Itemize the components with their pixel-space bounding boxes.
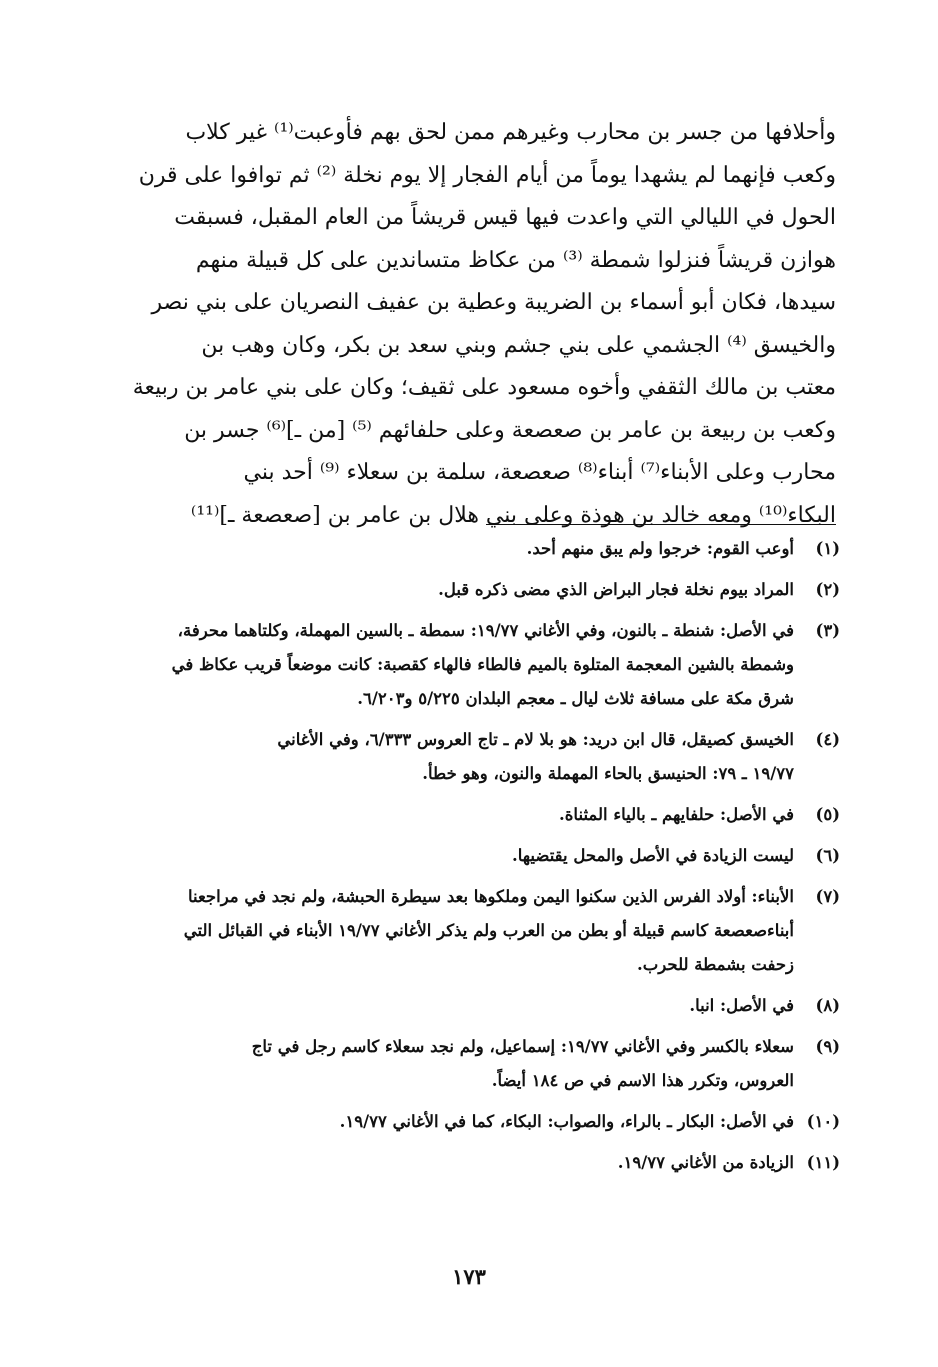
footnote: [128, 880, 840, 982]
main-text-line: سيدها، فكان أبو أسماء بن الضريبة وعطية بن عفيف النصريان على بني نصر: [151, 290, 836, 315]
main-text-line: البكاء⁽¹⁰⁾ ومعه خالد بن هوذة وعلى بني هلال بن عامر بن [صعصعة ـ]⁽¹¹⁾: [190, 502, 836, 528]
footnote-text-line: ليست الزيادة في الأصل والمحل يقتضيها.: [512, 846, 794, 865]
footnote-text-line: شرق مكة على مسافة ثلاث ليال ـ معجم البلدان ٥/٢٢٥ و٦/٢٠٣.: [357, 689, 794, 708]
footnote: [128, 989, 840, 1023]
footnote-text-line: زحفت بشمطة للحرب.: [637, 955, 794, 974]
footnote-number: (٨): [815, 996, 840, 1015]
footnote: [128, 532, 840, 566]
footnote-number: (٦): [815, 846, 840, 865]
footnote-separator: [486, 524, 836, 525]
footnote: [128, 839, 840, 873]
footnotes: [128, 532, 840, 1187]
footnote-text-line: الخيسق كصيقل، قال ابن دريد: هو بلا لام ـ تاج العروس ٦/٣٣٣، وفي الأغاني: [277, 730, 794, 749]
footnote-text-line: الأبناء: أولاد الفرس الذين سكنوا اليمن وملكوها بعد سيطرة الحبشة، ولم نجد في مراجعنا: [187, 887, 794, 906]
footnote: [128, 573, 840, 607]
footnote-number: (١): [815, 539, 840, 558]
main-text-line: والخيسق ⁽⁴⁾ الجشمي على بني جشم وبني سعد بن بكر، وكان وهب بن: [201, 332, 836, 358]
main-text-line: معتب بن مالك الثقفي وأخوه مسعود على ثقيف؛ وكان على بني عامر بن ربيعة: [132, 375, 836, 400]
footnote: [128, 798, 840, 832]
footnote-text-line: المراد بيوم نخلة فجار البراض الذي مضى ذكره قبل.: [438, 580, 794, 599]
footnote-number: (١١): [806, 1153, 840, 1172]
page-number: ١٧٣: [452, 1264, 486, 1289]
footnote-text-line: الزيادة من الأغاني ١٩/٧٧.: [617, 1153, 794, 1172]
footnote-number: (٣): [815, 621, 840, 640]
footnote-number: (٢): [815, 580, 840, 599]
footnote: [128, 614, 840, 716]
footnote-number: (٧): [815, 887, 840, 906]
footnote-number: (٥): [815, 805, 840, 824]
main-text-line: وكعب بن ربيعة بن عامر بن صعصعة وعلى حلفائهم ⁽⁵⁾ [من ـ]⁽⁶⁾ جسر بن: [184, 417, 836, 443]
footnote-text-line: العروس، وتكرر هذا الاسم في ص ١٨٤ أيضاً.: [491, 1071, 794, 1090]
footnote: [128, 723, 840, 791]
footnote-number: (١٠): [806, 1112, 840, 1131]
main-text: [128, 112, 836, 537]
footnote: [128, 1146, 840, 1180]
footnote-number: (٩): [815, 1037, 840, 1056]
footnote-text-line: أبناءصعصعة كاسم قبيلة أو بطن من العرب ولم يذكر الأغاني ١٩/٧٧ الأبناء في القبائل التي: [183, 921, 794, 940]
main-text-line: هوازن قريشاً فنزلوا شمطة ⁽³⁾ من عكاظ متساندين على كل قبيلة منهم: [195, 247, 836, 273]
footnote: [128, 1030, 840, 1098]
footnote-text-line: وشمطة بالشين المعجمة المتلوة بالميم فالطاء فالهاء كقصبة: كانت موضعاً قريب عكاظ في: [171, 655, 794, 674]
footnote-text-line: في الأصل: البكار ـ بالراء، والصواب: البكاء، كما في الأغاني ١٩/٧٧.: [339, 1112, 794, 1131]
footnote-text-line: أوعب القوم: خرجوا ولم يبق منهم أحد.: [526, 539, 794, 558]
footnote-text-line: في الأصل: انبا.: [689, 996, 794, 1015]
footnote-text-line: سعلاء بالكسر وفي الأغاني ١٩/٧٧: إسماعيل، ولم نجد سعلاء كاسم رجل في تاج: [251, 1037, 794, 1056]
footnote: [128, 1105, 840, 1139]
footnote-text-line: في الأصل: حلفايهم ـ بالياء المثناة.: [559, 805, 794, 824]
main-text-line: وأحلافها من جسر بن محارب وغيرهم ممن لحق بهم فأوعبت⁽¹⁾ غير كلاب: [185, 120, 836, 145]
footnote-text-line: في الأصل: شنطة ـ بالنون، وفي الأغاني ١٩/٧٧: سمطة ـ بالسين المهملة، وكلتاهما محرفة،: [177, 621, 794, 640]
footnote-text-line: ١٩/٧٧ ـ ٧٩: الحنيسق بالحاء المهملة والنون، وهو خطأ.: [422, 764, 794, 783]
main-text-line: وكعب فإنهما لم يشهدا يوماً من أيام الفجار إلا يوم نخلة ⁽²⁾ ثم توافوا على قرن: [138, 162, 836, 188]
main-text-line: محارب وعلى الأبناء⁽⁷⁾ أبناء⁽⁸⁾ صعصعة، سلمة بن سعلاء ⁽⁹⁾ أحد بني: [243, 460, 836, 485]
main-text-line: الحول في الليالي التي واعدت فيها قيس قريشاً من العام المقبل، فسبقت: [174, 205, 836, 230]
footnote-number: (٤): [815, 730, 840, 749]
